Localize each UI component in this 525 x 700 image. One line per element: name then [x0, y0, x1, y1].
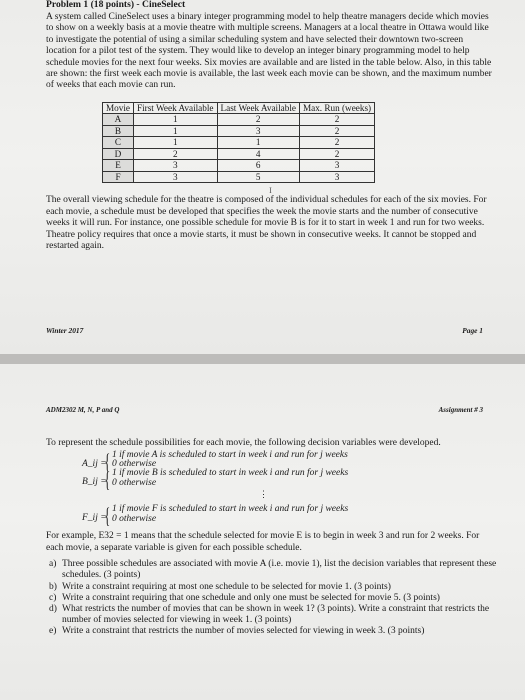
var-f-brace: {: [104, 503, 111, 529]
question-item: [46, 604, 497, 626]
table-header-row: [103, 102, 375, 114]
decision-intro: To represent the schedule possibilities for each movie, the following decision variables were developed.: [46, 438, 441, 448]
text-cursor-icon: I: [269, 186, 272, 196]
question-letter: c): [49, 592, 57, 603]
var-b-name: B_ij =: [82, 477, 107, 488]
question-item: [46, 593, 497, 604]
question-text: Write a constraint that restricts the number of movies selected for viewing in week 3. (3 points): [62, 626, 425, 637]
footer-page-number: Page 1: [462, 326, 483, 335]
col-header-movie: Movie: [103, 102, 134, 114]
table-cell: 2: [299, 137, 374, 149]
var-a-name: A_ij =: [82, 459, 107, 470]
question-list: [46, 559, 497, 637]
table-cell: 3: [134, 171, 218, 183]
decision-variables: [46, 449, 497, 531]
table-cell: 2: [299, 125, 374, 137]
problem-title: Problem 1 (18 points) - CineSelect: [46, 0, 186, 10]
page-header: [46, 406, 483, 414]
cell-movie: E: [103, 160, 134, 172]
example-paragraph: For example, E32 = 1 means that the schedule selected for movie E is to begin in week 3 and run for 2 weeks. For each movie, a separate variable is given for each possible schedule.: [46, 531, 480, 553]
table-row: [103, 171, 375, 183]
table-cell: 2: [299, 114, 374, 126]
header-assignment: Assignment # 3: [438, 406, 483, 414]
var-f-case1: 1 if movie F is scheduled to start in week i and run for j weeks: [112, 504, 349, 515]
table-cell: 1: [134, 137, 218, 149]
var-b-case1: 1 if movie B is scheduled to start in week i and run for j weeks: [112, 468, 349, 479]
table-cell: 2: [299, 148, 374, 160]
question-item: [46, 626, 497, 637]
page-2: [0, 364, 525, 700]
table-cell: 3: [134, 160, 218, 172]
cell-movie: D: [103, 148, 134, 160]
vertical-ellipsis: ⋮: [259, 489, 268, 500]
question-letter: d): [49, 604, 57, 615]
table-row: [103, 114, 375, 126]
table-cell: 4: [217, 148, 299, 160]
question-text: What restricts the number of movies that can be shown in week 1? (3 points). Write a constraint that restricts the number of movies selected for viewing in week 1. (3 points): [62, 604, 490, 626]
cell-movie: C: [103, 137, 134, 149]
table-row: [103, 160, 375, 172]
var-f-case2: 0 otherwise: [112, 514, 157, 525]
question-text: Write a constraint requiring that one schedule and only one must be selected for movie 5. (3 points): [62, 592, 440, 603]
question-item: [46, 582, 497, 593]
page-footer: [46, 326, 483, 335]
col-header-max-run: Max. Run (weeks): [299, 102, 374, 114]
table-row: [103, 137, 375, 149]
col-header-last-week: Last Week Available: [217, 102, 299, 114]
table-row: [103, 148, 375, 160]
movies-table: [102, 102, 375, 184]
var-f-name: F_ij =: [82, 513, 107, 524]
question-item: [46, 559, 497, 581]
question-letter: b): [49, 581, 57, 592]
table-cell: 1: [134, 125, 218, 137]
cell-movie: A: [103, 114, 134, 126]
question-text: Three possible schedules are associated with movie A (i.e. movie 1), list the decision variables that represent these schedules. (3 points): [62, 559, 497, 581]
table-cell: 3: [217, 125, 299, 137]
table-cell: 5: [217, 171, 299, 183]
var-a-brace: {: [104, 449, 111, 475]
schedule-paragraph: The overall viewing schedule for the theatre is composed of the individual schedules for each of the six movies. For each movie, a schedule must be developed that specifies the week the movie starts and the number of consecutive weeks it will run. For instance, one possible schedule for movie B is for it to start in week 1 and run for two weeks. Theatre policy requires that once a movie starts, it must be shown in consecutive weeks. It cannot be stopped and restarted again.: [46, 195, 487, 251]
table-cell: 3: [299, 171, 374, 183]
table-row: [103, 125, 375, 137]
cell-movie: F: [103, 171, 134, 183]
col-header-first-week: First Week Available: [134, 102, 218, 114]
table-body: [103, 114, 375, 183]
question-text: Write a constraint requiring at most one schedule to be selected for movie 1. (3 points): [62, 581, 391, 592]
footer-term: Winter 2017: [46, 326, 84, 335]
var-b-brace: {: [104, 467, 111, 493]
var-a-case2: 0 otherwise: [112, 459, 157, 470]
var-b-case2: 0 otherwise: [112, 478, 157, 489]
question-letter: a): [49, 559, 57, 570]
intro-paragraph: A system called CineSelect uses a binary integer programming model to help theatre managers decide which movies to show on a weekly basis at a movie theatre with multiple screens. Managers at a local theatre in Ottawa would like to investigate the potential of using a similar scheduling system and have selected their downtown two-screen location for a pilot test of the system. They would like to develop an integer binary programming model to help schedule movies for the next four weeks. Six movies are available and are listed in the table below. Also, in this table are shown: the first week each movie is available, the last week each movie can be shown, and the maximum number of weeks that each movie can run.: [46, 12, 492, 91]
table-cell: 2: [134, 148, 218, 160]
table-cell: 1: [134, 114, 218, 126]
header-course: ADM2302 M, N, P and Q: [46, 406, 120, 414]
var-a-case1: 1 if movie A is scheduled to start in week i and run for j weeks: [112, 450, 348, 461]
table-cell: 2: [217, 114, 299, 126]
table-cell: 3: [299, 160, 374, 172]
page-2-content: [46, 438, 497, 638]
table-cell: 6: [217, 160, 299, 172]
cell-movie: B: [103, 125, 134, 137]
question-letter: e): [49, 626, 57, 637]
table-cell: 1: [217, 137, 299, 149]
